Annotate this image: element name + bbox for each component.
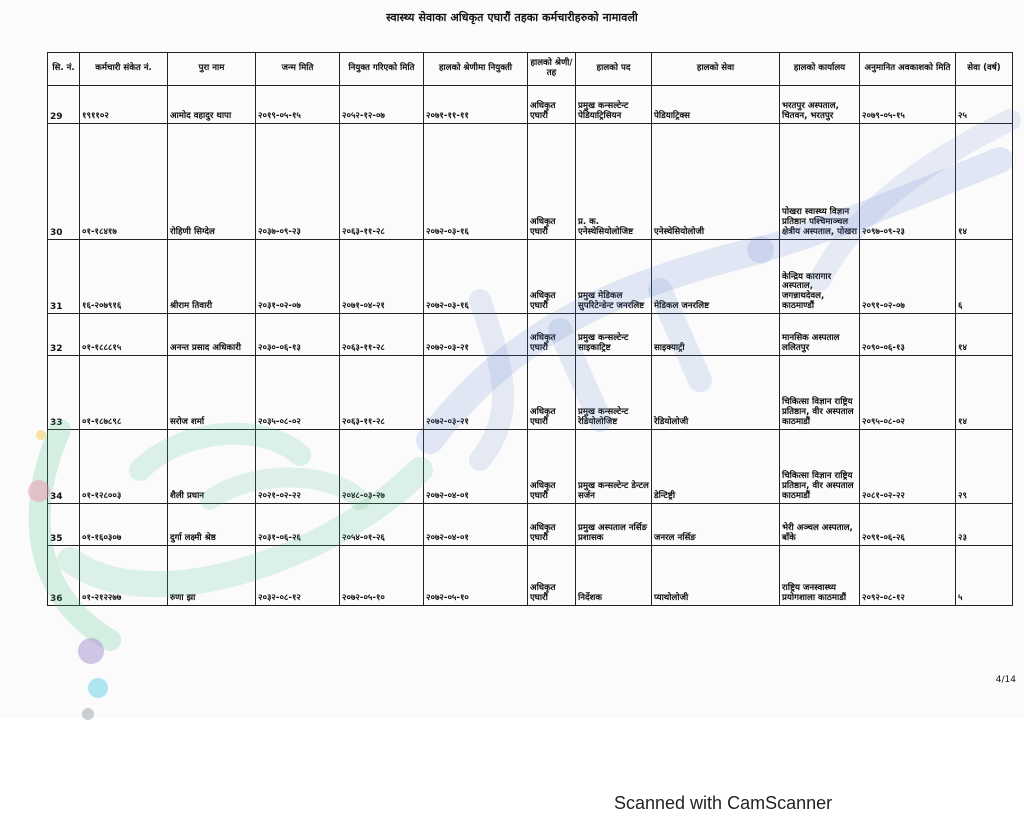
- cell-post: निर्देशक: [576, 546, 652, 606]
- cell-sn: 34: [48, 430, 80, 504]
- cell-service: रेडियोलोजी: [652, 356, 780, 430]
- header-cell-years: सेवा (वर्ष): [956, 53, 1013, 86]
- watermark-dot-icon: [78, 638, 104, 664]
- header-cell-dob: जन्म मिति: [256, 53, 340, 86]
- cell-appointed: २०४८-०३-२७: [340, 430, 424, 504]
- cell-appointed: २०५४-०१-२६: [340, 504, 424, 546]
- cell-current-level: २०७२-०३-१६: [424, 240, 528, 314]
- cell-rank: अधिकृत एघारौं: [528, 356, 576, 430]
- cell-office: चिकित्सा विज्ञान राष्ट्रिय प्रतिष्ठान, वीर अस्पताल काठमाडौं: [780, 356, 860, 430]
- cell-office: मानसिक अस्पताल ललितपुर: [780, 314, 860, 356]
- cell-post: प्रमुख मेडिकल सुपरिटेन्डेन्ट जनरलिष्ट: [576, 240, 652, 314]
- cell-rank: अधिकृत एघारौं: [528, 124, 576, 240]
- cell-retirement: २०९२-०८-१२: [860, 546, 956, 606]
- cell-service: डेन्टिष्ट्री: [652, 430, 780, 504]
- cell-rank: अधिकृत एघारौं: [528, 314, 576, 356]
- cell-code: ०१-१६०३०७: [80, 504, 168, 546]
- header-cell-name: पुरा नाम: [168, 53, 256, 86]
- cell-code: ०१-१२८००३: [80, 430, 168, 504]
- header-cell-current-level: हालको श्रेणीमा नियुक्ती: [424, 53, 528, 86]
- cell-code: १६-२०७९१६: [80, 240, 168, 314]
- cell-appointed: २०७१-०४-२१: [340, 240, 424, 314]
- cell-service: एनेस्थेसियोलोजी: [652, 124, 780, 240]
- header-cell-retirement: अनुमानित अवकाशको मिति: [860, 53, 956, 86]
- cell-name: सरोज शर्मा: [168, 356, 256, 430]
- table-row: [48, 86, 1013, 124]
- cell-retirement: २०९१-०२-०७: [860, 240, 956, 314]
- header-cell-appointed: नियुक्त गरिएको मिति: [340, 53, 424, 86]
- watermark-dot-icon: [82, 708, 94, 720]
- employee-roster-table: [47, 52, 1013, 606]
- cell-sn: 29: [48, 86, 80, 124]
- cell-code: १९११०२: [80, 86, 168, 124]
- cell-appointed: २०६३-११-२८: [340, 314, 424, 356]
- cell-current-level: २०७२-०३-२१: [424, 356, 528, 430]
- header-cell-office: हालको कार्यालय: [780, 53, 860, 86]
- table-row: [48, 356, 1013, 430]
- cell-retirement: २०८१-०२-२२: [860, 430, 956, 504]
- cell-appointed: २०६३-११-२८: [340, 124, 424, 240]
- table-row: [48, 504, 1013, 546]
- cell-code: ०१-१८८८१५: [80, 314, 168, 356]
- cell-years: २९: [956, 430, 1013, 504]
- cell-post: प्रमुख कन्सल्टेन्ट डेन्टल सर्जन: [576, 430, 652, 504]
- cell-post: प्रमुख कन्सल्टेन्ट साइकाट्रिष्ट: [576, 314, 652, 356]
- cell-rank: अधिकृत एघारौं: [528, 240, 576, 314]
- watermark-dot-icon: [36, 430, 46, 440]
- cell-post: प्रमुख कन्सल्टेन्ट रेडियोलोजिष्ट: [576, 356, 652, 430]
- document-title: स्वास्थ्य सेवाका अधिकृत एघारौं तहका कर्मचारीहरुको नामावली: [386, 11, 638, 24]
- cell-office: केन्द्रिय कारागार अस्पताल, जगन्नाथदेवल, काठमाण्डौं: [780, 240, 860, 314]
- header-cell-service: हालको सेवा: [652, 53, 780, 86]
- cell-office: राष्ट्रिय जनस्वास्थ्य प्रयोगशाला काठमाडौं: [780, 546, 860, 606]
- header-cell-post: हालको पद: [576, 53, 652, 86]
- cell-retirement: २०९१-०६-२६: [860, 504, 956, 546]
- cell-name: श्रीराम तिवारी: [168, 240, 256, 314]
- cell-service: प्याथोलोजी: [652, 546, 780, 606]
- cell-office: भेरी अञ्चल अस्पताल, बाँके: [780, 504, 860, 546]
- cell-retirement: २०९५-०८-०२: [860, 356, 956, 430]
- cell-code: ०१-१८४१७: [80, 124, 168, 240]
- cell-current-level: २०७२-०३-१६: [424, 124, 528, 240]
- header-cell-sn: सि. नं.: [48, 53, 80, 86]
- cell-appointed: २०६३-११-२८: [340, 356, 424, 430]
- cell-dob: २०१९-०५-१५: [256, 86, 340, 124]
- cell-years: २३: [956, 504, 1013, 546]
- cell-sn: 36: [48, 546, 80, 606]
- cell-years: १४: [956, 356, 1013, 430]
- cell-rank: अधिकृत एघारौं: [528, 430, 576, 504]
- cell-rank: अधिकृत एघारौं: [528, 504, 576, 546]
- table-row: [48, 546, 1013, 606]
- table-row: [48, 240, 1013, 314]
- cell-sn: 31: [48, 240, 80, 314]
- cell-years: २५: [956, 86, 1013, 124]
- cell-appointed: २०७२-०५-१०: [340, 546, 424, 606]
- cell-dob: २०३७-०९-२३: [256, 124, 340, 240]
- cell-sn: 30: [48, 124, 80, 240]
- cell-sn: 33: [48, 356, 80, 430]
- cell-code: ०१-२१२२७७: [80, 546, 168, 606]
- watermark-dot-icon: [88, 678, 108, 698]
- cell-name: रोहिणी सिग्देल: [168, 124, 256, 240]
- cell-name: रुणा झा: [168, 546, 256, 606]
- cell-retirement: २०७९-०५-१५: [860, 86, 956, 124]
- cell-name: अनन्त प्रसाद अधिकारी: [168, 314, 256, 356]
- cell-years: १४: [956, 314, 1013, 356]
- cell-name: आमोद वहादुर थापा: [168, 86, 256, 124]
- cell-current-level: २०७२-०४-०१: [424, 430, 528, 504]
- cell-post: प्रमुख अस्पताल नर्सिङ प्रशासक: [576, 504, 652, 546]
- header-cell-rank: हालको श्रेणी/तह: [528, 53, 576, 86]
- cell-service: साइक्याट्री: [652, 314, 780, 356]
- cell-sn: 32: [48, 314, 80, 356]
- page-number: 4/14: [995, 675, 1016, 685]
- cell-post: प्र. क. एनेस्थेसियोलोजिष्ट: [576, 124, 652, 240]
- cell-code: ०१-१८७८९८: [80, 356, 168, 430]
- cell-retirement: २०९०-०६-१३: [860, 314, 956, 356]
- cell-office: चिकित्सा विज्ञान राष्ट्रिय प्रतिष्ठान, वीर अस्पताल काठमाडौं: [780, 430, 860, 504]
- table-row: [48, 430, 1013, 504]
- table-row: [48, 124, 1013, 240]
- cell-years: ५: [956, 546, 1013, 606]
- cell-service: मेडिकल जनरलिष्ट: [652, 240, 780, 314]
- header-cell-code: कर्मचारी संकेत नं.: [80, 53, 168, 86]
- cell-office: पोखरा स्वास्थ्य विज्ञान प्रतिष्ठान पश्चिमाञ्चल क्षेत्रीय अस्पताल, पोखरा: [780, 124, 860, 240]
- cell-sn: 35: [48, 504, 80, 546]
- cell-office: भरतपुर अस्पताल, चितवन, भरतपुर: [780, 86, 860, 124]
- cell-appointed: २०५२-१२-०७: [340, 86, 424, 124]
- cell-dob: २०३०-०६-१३: [256, 314, 340, 356]
- cell-dob: २०३२-०८-१२: [256, 546, 340, 606]
- cell-retirement: २०९७-०९-२३: [860, 124, 956, 240]
- cell-post: प्रमुख कन्सल्टेन्ट पेडियाट्रिसियन: [576, 86, 652, 124]
- scanner-footer: Scanned with CamScanner: [614, 793, 833, 813]
- cell-service: जनरल नर्सिङ: [652, 504, 780, 546]
- cell-years: १४: [956, 124, 1013, 240]
- cell-dob: २०३५-०८-०२: [256, 356, 340, 430]
- cell-current-level: २०७२-०५-१०: [424, 546, 528, 606]
- watermark-dot-icon: [28, 480, 50, 502]
- cell-dob: २०३१-०६-२६: [256, 504, 340, 546]
- cell-service: पेडियाट्रिक्स: [652, 86, 780, 124]
- table-header: [48, 53, 1013, 86]
- cell-years: ६: [956, 240, 1013, 314]
- cell-dob: २०३१-०२-०७: [256, 240, 340, 314]
- cell-name: दुर्गा लक्ष्मी श्रेष्ठ: [168, 504, 256, 546]
- cell-current-level: २०७२-०४-०१: [424, 504, 528, 546]
- page-bottom-margin: [0, 718, 1024, 821]
- cell-rank: अधिकृत एघारौं: [528, 546, 576, 606]
- table-row: [48, 314, 1013, 356]
- header-row: [48, 53, 1013, 86]
- cell-current-level: २०७१-११-११: [424, 86, 528, 124]
- cell-rank: अधिकृत एघारौं: [528, 86, 576, 124]
- table-body: [48, 86, 1013, 606]
- cell-current-level: २०७२-०३-२१: [424, 314, 528, 356]
- cell-dob: २०२१-०२-२२: [256, 430, 340, 504]
- cell-name: शैली प्रधान: [168, 430, 256, 504]
